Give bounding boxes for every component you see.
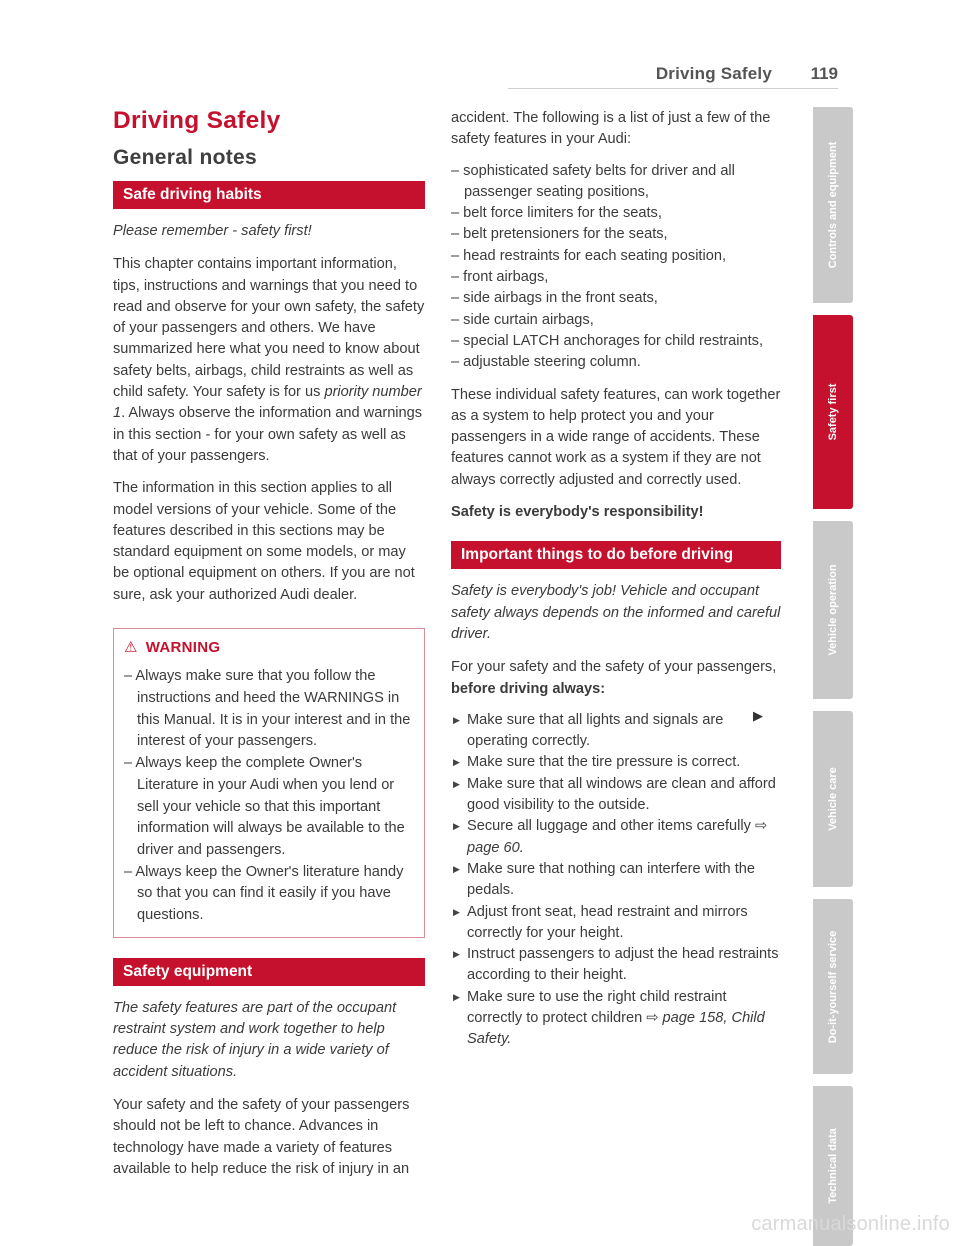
section-bar-before-driving: Important things to do before driving bbox=[451, 541, 781, 569]
section-bar-safety-equipment: Safety equipment bbox=[113, 958, 425, 986]
intro-text: Safety is everybody's job! Vehicle and occupant safety always depends on the informed and careful driver. bbox=[451, 583, 781, 642]
checklist-item: ▶ Secure all luggage and other items carefully ⇨ page 60. bbox=[453, 818, 768, 856]
list-item: – head restraints for each seating position, bbox=[451, 247, 727, 264]
list-item: – belt pretensioners for the seats, bbox=[451, 226, 668, 243]
arrow-bullet-icon: ▶ bbox=[453, 991, 460, 1002]
page-reference-link[interactable]: ⇨ page 60. bbox=[467, 818, 768, 856]
tab-vehicle-operation[interactable]: Vehicle operation bbox=[813, 521, 853, 699]
chapter-title: Driving Safely bbox=[113, 107, 281, 134]
checklist-item: ▶ Adjust front seat, head restraint and mirrors correctly for your height. bbox=[453, 903, 748, 941]
paragraph-lead: For your safety and the safety of your passengers, before driving always: bbox=[451, 659, 777, 697]
arrow-bullet-icon: ▶ bbox=[453, 949, 460, 960]
features-list bbox=[451, 161, 781, 374]
warning-list bbox=[124, 666, 414, 926]
tab-controls-and-equipment[interactable]: Controls and equipment bbox=[813, 107, 853, 303]
emphasis-text: priority number 1 bbox=[113, 384, 422, 422]
intro-text: Please remember - safety first! bbox=[113, 223, 312, 239]
list-item: – belt force limiters for the seats, bbox=[451, 205, 662, 222]
checklist bbox=[451, 710, 781, 1051]
intro-text: The safety features are part of the occupant restraint system and work together to help reduce the risk of injury in a wide variety of accident situations. bbox=[113, 999, 397, 1080]
list-item: – front airbags, bbox=[451, 269, 549, 286]
list-item: – side curtain airbags, bbox=[451, 311, 594, 328]
warning-header bbox=[124, 637, 414, 658]
right-column bbox=[451, 108, 781, 1051]
checklist-item: ▶ Make sure to use the right child restraint correctly to protect children ⇨ page 158, Child Safety. bbox=[453, 988, 765, 1048]
arrow-bullet-icon: ▶ bbox=[453, 714, 460, 725]
checklist-item: ▶ Make sure that all windows are clean and afford good visibility to the outside. bbox=[453, 775, 776, 814]
warning-triangle-icon: ⚠ bbox=[124, 639, 138, 657]
tab-vehicle-care[interactable]: Vehicle care bbox=[813, 711, 853, 887]
checklist-item: ▶ Make sure that the tire pressure is correct. bbox=[451, 752, 781, 773]
tab-technical-data[interactable]: Technical data bbox=[813, 1086, 853, 1246]
tab-do-it-yourself-service[interactable]: Do-it-yourself service bbox=[813, 899, 853, 1074]
list-item: – special LATCH anchorages for child restraints, bbox=[451, 332, 764, 349]
section-bar-safe-driving-habits: Safe driving habits bbox=[113, 181, 425, 209]
arrow-bullet-icon: ▶ bbox=[453, 778, 460, 789]
list-item: – Always keep the complete Owner's Literature in your Audi when you lend or sell your vehicle so that this important information will always be available to the driver and passengers. bbox=[124, 755, 405, 858]
checklist-item: ▶ Instruct passengers to adjust the head restraints according to their height. bbox=[453, 946, 779, 984]
arrow-bullet-icon: ▶ bbox=[453, 906, 460, 917]
paragraph-safety-chance: Your safety and the safety of your passengers should not be left to chance. Advances in technology have made a variety of features available to help reduce the risk of injury in an bbox=[113, 1096, 410, 1177]
page-number: 119 bbox=[810, 64, 838, 83]
checklist-item: ▶ Make sure that nothing can interfere with the pedals. bbox=[453, 860, 755, 899]
section-heading: General notes bbox=[113, 146, 257, 169]
list-item: – side airbags in the front seats, bbox=[451, 290, 658, 307]
arrow-bullet-icon: ▶ bbox=[453, 863, 460, 874]
responsibility-line: Safety is everybody's responsibility! bbox=[451, 504, 704, 521]
paragraph-system: These individual safety features, can work together as a system to help protect you and your passengers in a wide range of accidents. These features cannot work as a system if they are not always correctly adjusted and correctly used. bbox=[451, 386, 781, 488]
running-header bbox=[508, 64, 838, 89]
warning-box bbox=[113, 628, 425, 938]
list-item: – adjustable steering column. bbox=[451, 354, 641, 371]
arrow-bullet-icon: ▶ bbox=[453, 757, 460, 768]
lead-bold: before driving always: bbox=[451, 680, 606, 697]
list-item: – sophisticated safety belts for driver and all passenger seating positions, bbox=[451, 162, 735, 200]
paragraph-continued: accident. The following is a list of just a few of the safety features in your Audi: bbox=[451, 110, 771, 148]
warning-title: WARNING bbox=[145, 639, 221, 657]
arrow-bullet-icon: ▶ bbox=[453, 821, 460, 832]
page-reference-link[interactable]: ⇨ page 158, Child Safety. bbox=[467, 1009, 765, 1048]
continue-arrow-icon: ▶ bbox=[753, 708, 763, 723]
paragraph-model-versions: The information in this section applies to all model versions of your vehicle. Some of the features described in this sections may be standard equipment on some models, or may be optional equipment on others. If you are not sure, ask your authorized Audi dealer. bbox=[113, 480, 415, 603]
checklist-item: ▶ Make sure that all lights and signals are operating correctly. bbox=[453, 711, 724, 750]
header-title: Driving Safely bbox=[655, 64, 772, 83]
watermark: carmanualsonline.info bbox=[751, 1213, 950, 1235]
list-item: – Always make sure that you follow the instructions and heed the WARNINGS in this Manual. It is in your interest and in the interest of your passengers. bbox=[124, 668, 411, 750]
tab-safety-first[interactable]: Safety first bbox=[813, 315, 853, 509]
left-column bbox=[113, 107, 425, 1180]
paragraph-chapter-info: This chapter contains important information, tips, instructions and warnings that you need to read and observe for your own safety, the safety of your passengers and others. We have summarized here what you need to know about safety belts, airbags, child restraints as well as child safety. Your safety is for us priority number 1. Always observe the information and warnings in this section - for your own safety as well as that of your passengers. bbox=[113, 256, 425, 464]
list-item: – Always keep the Owner's literature handy so that you can find it easily if you have questions. bbox=[124, 863, 404, 924]
